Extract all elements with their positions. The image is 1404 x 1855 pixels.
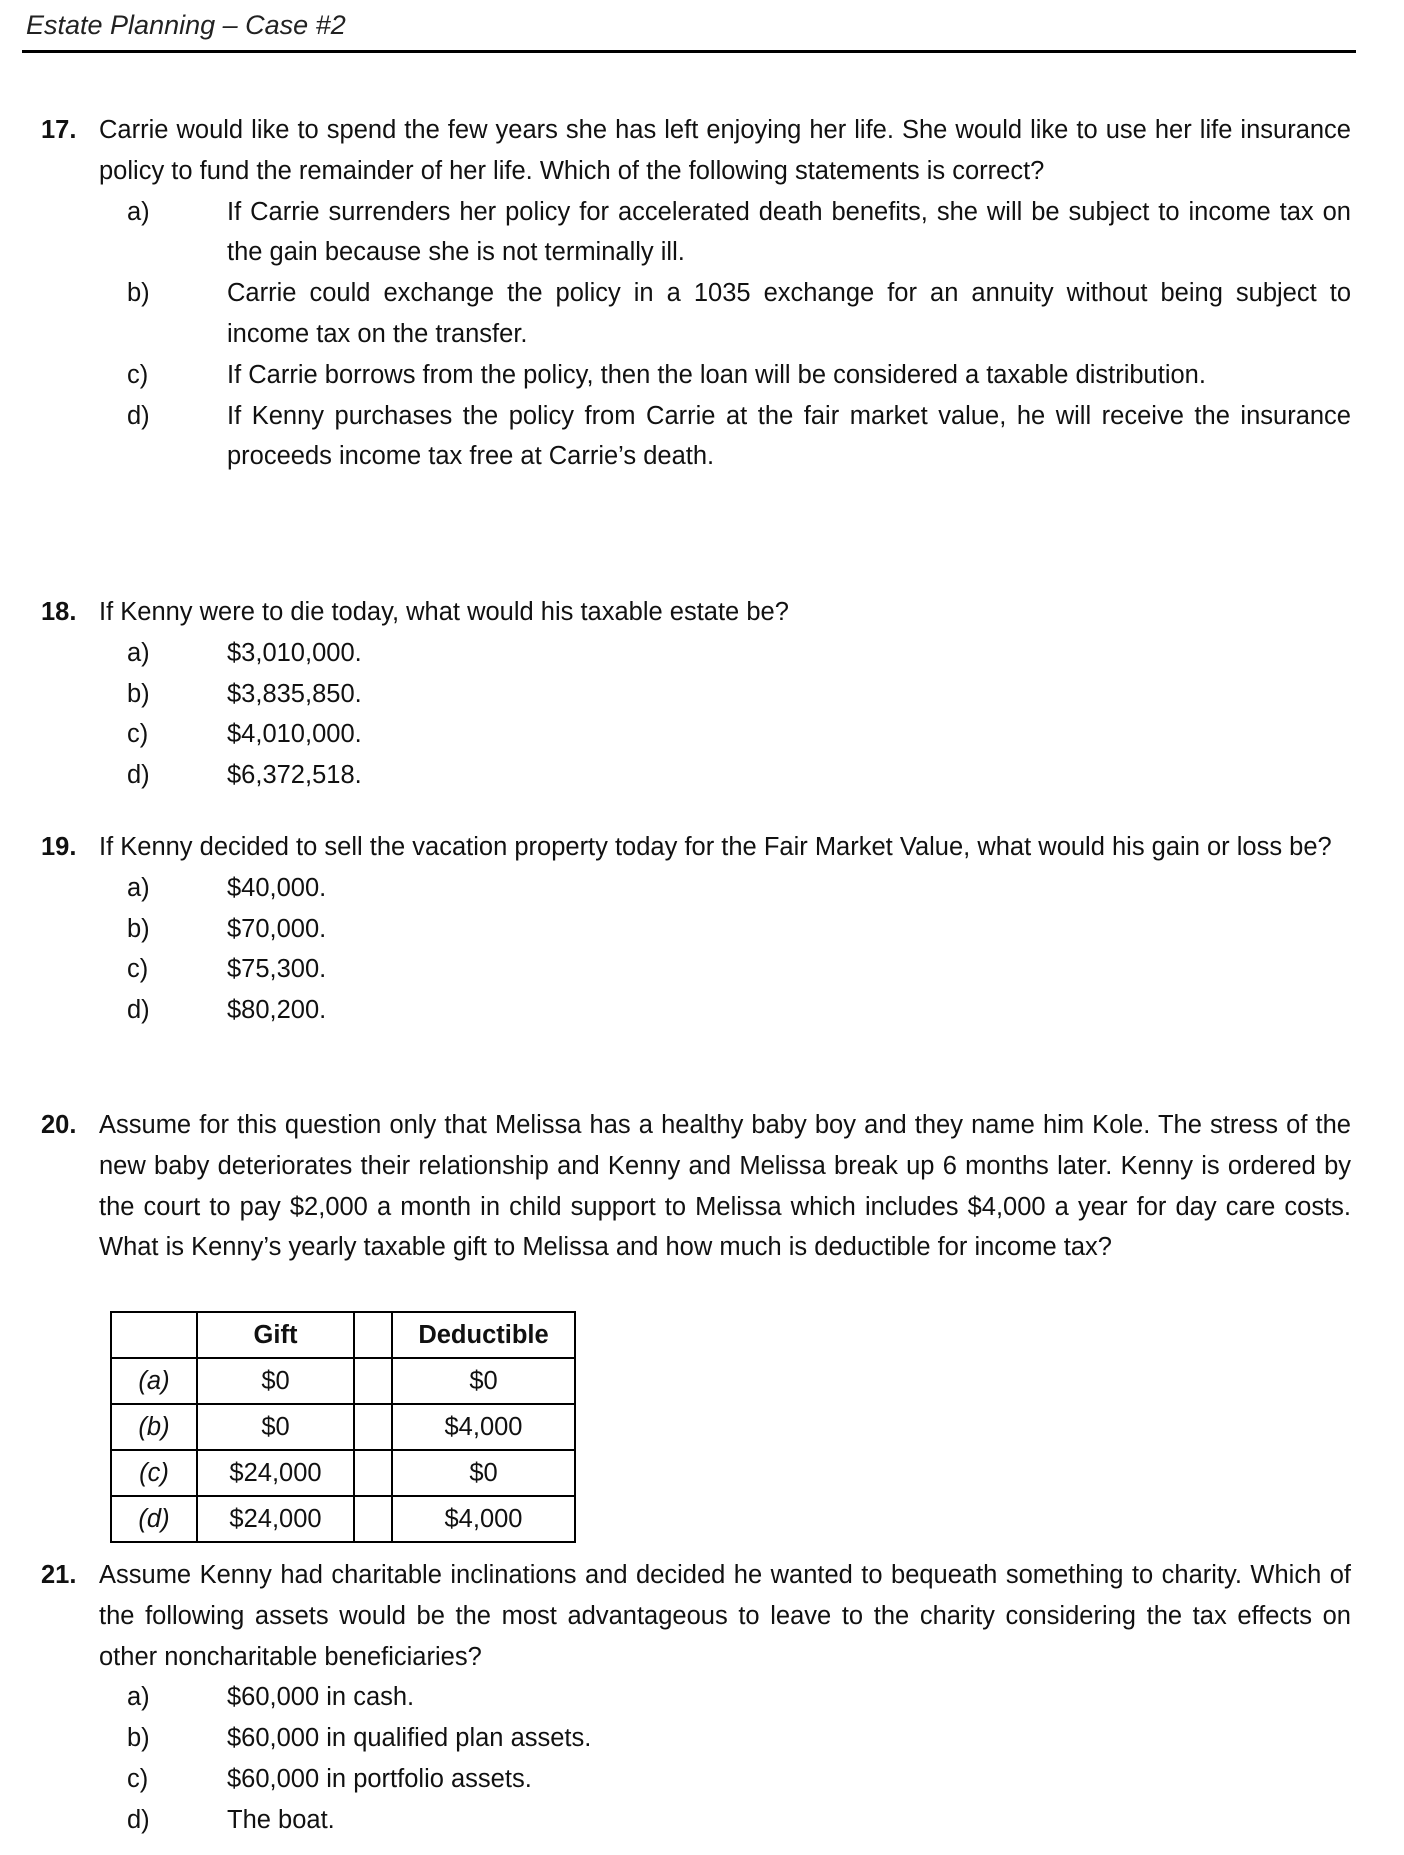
option-letter: (a) (111, 1358, 197, 1404)
table-row (111, 1496, 575, 1542)
table-header-cell (354, 1312, 392, 1358)
option-text: If Carrie borrows from the policy, then the loan will be considered a taxable distribution. (227, 360, 1206, 389)
table-header-deductible: Deductible (392, 1312, 575, 1358)
option-text: $60,000 in qualified plan assets. (227, 1724, 592, 1753)
question-text: Assume for this question only that Melissa has a healthy baby boy and they name him Kole. The stress of the new baby deteriorates their relationship and Kenny and Melissa break up 6 months later. Kenny is ordered by the court to pay $2,000 a month in child support to Melissa which includes $4,000 a year for day care costs. What is Kenny’s yearly taxable gift to Melissa and how much is deductible for income tax? (99, 1111, 1351, 1262)
gift-value: $24,000 (197, 1450, 354, 1496)
spacer-cell (354, 1496, 392, 1542)
option-text: $75,300. (227, 955, 327, 984)
answer-option (41, 868, 1351, 909)
spacer-cell (354, 1404, 392, 1450)
answer-option (41, 633, 1351, 674)
question-number: 21. (41, 1561, 77, 1589)
answer-option (41, 273, 1351, 355)
option-letter: b) (127, 914, 150, 943)
option-text: The boat. (227, 1805, 335, 1834)
answer-option (41, 1800, 1351, 1841)
question-18 (41, 592, 1351, 796)
option-text: $70,000. (227, 914, 327, 943)
option-letter: b) (127, 1724, 150, 1753)
question-17 (41, 110, 1351, 477)
question-number: 20. (41, 1111, 77, 1139)
option-letter: c) (127, 1764, 149, 1793)
deductible-value: $0 (392, 1450, 575, 1496)
answer-option (41, 192, 1351, 274)
question-text: Carrie would like to spend the few years she has left enjoying her life. She would like to use her life insurance policy to fund the remainder of her life. Which of the following statements is correct? (99, 116, 1351, 185)
table-row (111, 1450, 575, 1496)
option-letter: b) (127, 279, 150, 308)
spacer-cell (354, 1358, 392, 1404)
option-letter: c) (127, 720, 149, 749)
option-letter: b) (127, 679, 150, 708)
option-text: $60,000 in cash. (227, 1683, 415, 1712)
question-number: 18. (41, 598, 77, 626)
option-text: $40,000. (227, 873, 327, 902)
option-letter: d) (127, 761, 150, 790)
answer-option (41, 949, 1351, 990)
answer-option (41, 1759, 1351, 1800)
question-21 (41, 1555, 1351, 1841)
option-text: $3,010,000. (227, 638, 362, 667)
option-letter: a) (127, 1683, 150, 1712)
question-text: If Kenny decided to sell the vacation property today for the Fair Market Value, what would his gain or loss be? (99, 833, 1332, 861)
table-header-cell (111, 1312, 197, 1358)
option-letter: d) (127, 401, 150, 430)
option-text: If Carrie surrenders her policy for accelerated death benefits, she will be subject to income tax on the gain because she is not terminally ill. (227, 197, 1351, 267)
answer-option (41, 396, 1351, 478)
header-divider (22, 50, 1356, 53)
option-text: If Kenny purchases the policy from Carrie at the fair market value, he will receive the insurance proceeds income tax free at Carrie’s death. (227, 401, 1351, 471)
option-letter: a) (127, 638, 150, 667)
option-letter: (c) (111, 1450, 197, 1496)
question-20 (41, 1105, 1351, 1268)
option-text: $80,200. (227, 996, 327, 1025)
question-number: 19. (41, 833, 77, 861)
deductible-value: $4,000 (392, 1496, 575, 1542)
table-header-row (111, 1312, 575, 1358)
question-text: If Kenny were to die today, what would his taxable estate be? (99, 598, 789, 626)
option-letter: (d) (111, 1496, 197, 1542)
option-letter: (b) (111, 1404, 197, 1450)
gift-value: $0 (197, 1358, 354, 1404)
answer-table (110, 1311, 576, 1543)
answer-option (41, 714, 1351, 755)
answer-option (41, 355, 1351, 396)
deductible-value: $4,000 (392, 1404, 575, 1450)
option-text: $60,000 in portfolio assets. (227, 1764, 532, 1793)
answer-option (41, 755, 1351, 796)
answer-option (41, 909, 1351, 950)
option-letter: d) (127, 996, 150, 1025)
document-header: Estate Planning – Case #2 (26, 10, 346, 40)
option-letter: a) (127, 873, 150, 902)
answer-option (41, 1677, 1351, 1718)
table-header-gift: Gift (197, 1312, 354, 1358)
question-number: 17. (41, 116, 77, 144)
table-row (111, 1404, 575, 1450)
answer-option (41, 1718, 1351, 1759)
option-letter: c) (127, 955, 149, 984)
option-letter: a) (127, 197, 150, 226)
answer-option (41, 674, 1351, 715)
option-text: Carrie could exchange the policy in a 1035 exchange for an annuity without being subject to income tax on the transfer. (227, 279, 1351, 348)
option-letter: c) (127, 360, 149, 389)
option-text: $4,010,000. (227, 720, 362, 749)
answer-option (41, 990, 1351, 1031)
gift-value: $0 (197, 1404, 354, 1450)
question-text: Assume Kenny had charitable inclinations and decided he wanted to bequeath something to charity. Which of the following assets would be the most advantageous to leave to the charity considering the tax effects on other noncharitable beneficiaries? (99, 1561, 1351, 1671)
option-text: $6,372,518. (227, 761, 362, 790)
gift-value: $24,000 (197, 1496, 354, 1542)
question-19 (41, 827, 1351, 1031)
spacer-cell (354, 1450, 392, 1496)
table-row (111, 1358, 575, 1404)
option-text: $3,835,850. (227, 679, 362, 708)
option-letter: d) (127, 1805, 150, 1834)
deductible-value: $0 (392, 1358, 575, 1404)
